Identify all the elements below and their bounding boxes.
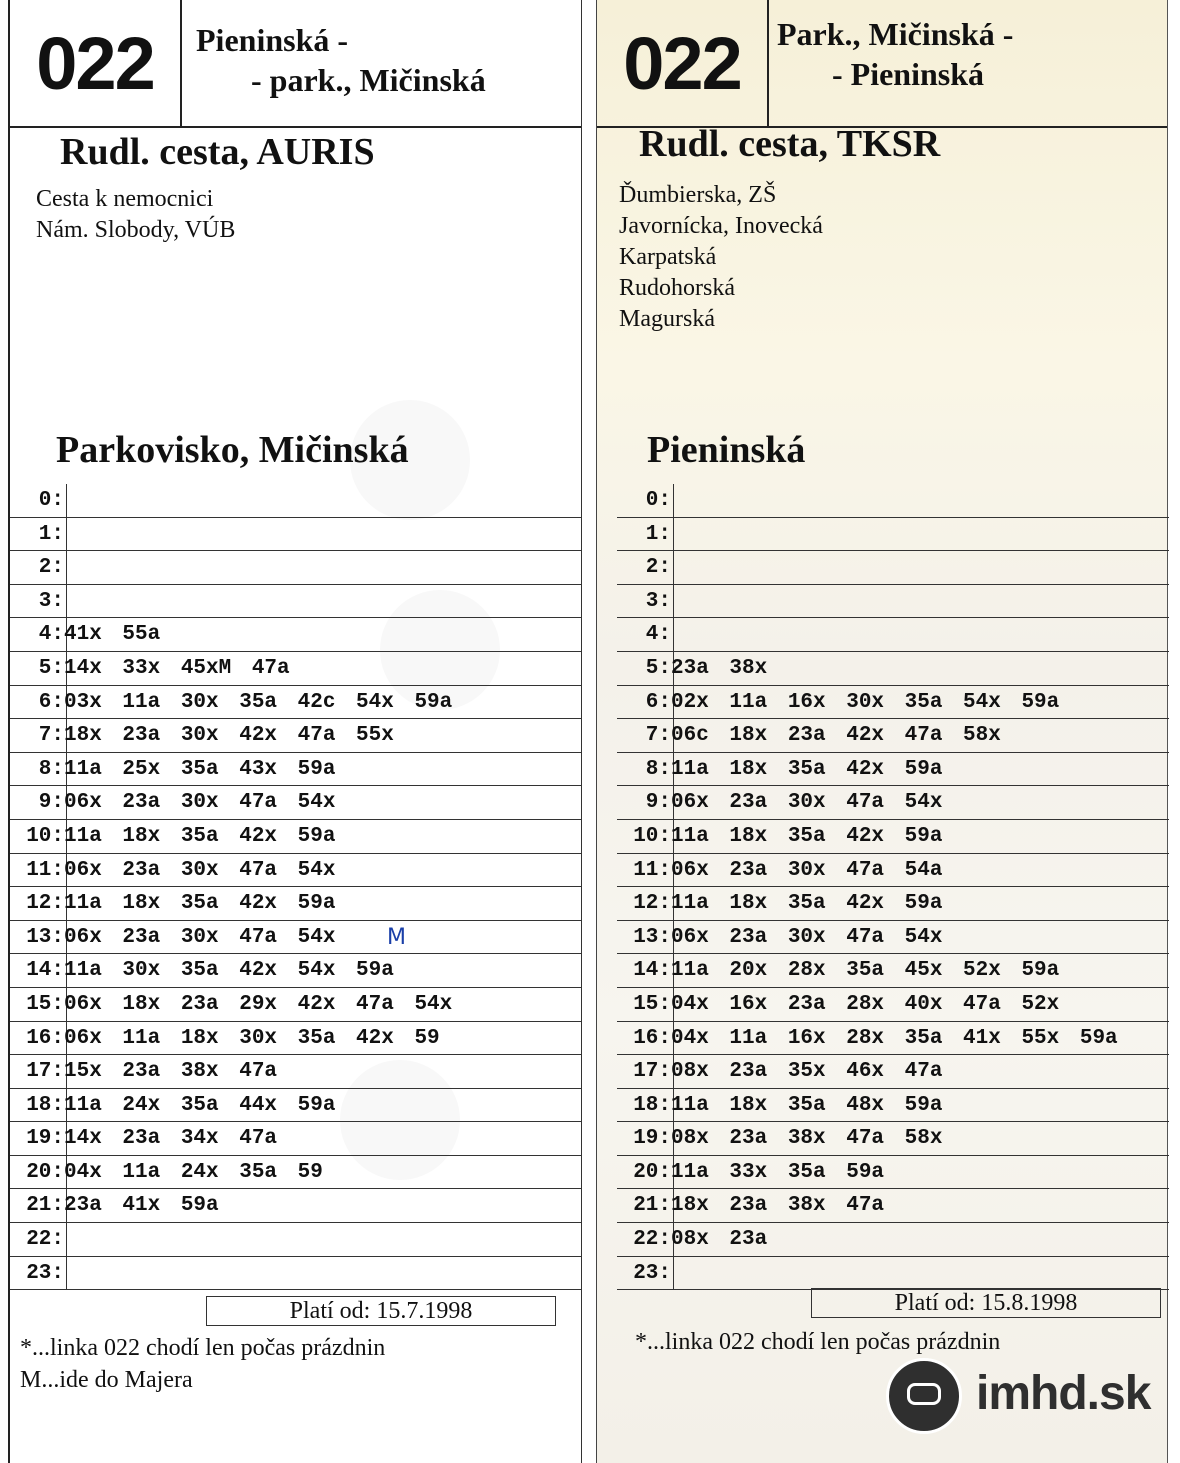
hour-row <box>617 686 1169 720</box>
next-stop-main: Rudl. cesta, TKSR <box>639 123 941 165</box>
hour-label: 4: <box>645 623 671 647</box>
footnote: *...linka 022 chodí len počas prázdnin <box>635 1329 1001 1355</box>
hour-label: 13: <box>633 925 671 949</box>
hour-label: 12: <box>633 892 671 916</box>
hour-row <box>617 1055 1169 1089</box>
departure-grid <box>10 484 581 1290</box>
hour-label: 23: <box>633 1261 671 1285</box>
hour-row <box>617 753 1169 787</box>
stop-list <box>619 180 823 335</box>
hour-row <box>617 887 1169 921</box>
hour-label: 7: <box>38 724 64 748</box>
hour-label: 18: <box>26 1093 64 1117</box>
line-number: 022 <box>597 0 769 128</box>
hour-row <box>10 1156 581 1190</box>
hour-label: 23: <box>26 1261 64 1285</box>
hour-label: 18: <box>633 1093 671 1117</box>
hour-row <box>10 786 581 820</box>
minutes: 11a 18x 35a 42x 59a <box>671 892 943 916</box>
hour-separator <box>673 585 674 619</box>
minutes: 41x 55a <box>64 623 161 647</box>
minutes: 11a 18x 35a 42x 59a <box>671 824 943 848</box>
hour-row <box>10 518 581 552</box>
hour-label: 21: <box>26 1194 64 1218</box>
hour-row <box>617 921 1169 955</box>
hour-separator <box>673 618 674 652</box>
hour-row <box>617 551 1169 585</box>
handwritten-mark: M <box>387 925 406 950</box>
hour-row <box>617 652 1169 686</box>
minutes: 04x 11a 24x 35a 59 <box>64 1160 323 1184</box>
hour-row <box>617 484 1169 518</box>
hour-row <box>10 954 581 988</box>
minutes: 06x 23a 30x 47a 54a <box>671 858 943 882</box>
valid-from: Platí od: 15.8.1998 <box>811 1288 1161 1318</box>
minutes: 23a 41x 59a <box>64 1194 219 1218</box>
minutes: 04x 11a 16x 28x 35a 41x 55x 59a <box>671 1026 1118 1050</box>
hour-row <box>10 1055 581 1089</box>
departure-stop-title: Parkovisko, Mičinská <box>56 429 409 471</box>
hour-separator <box>66 518 67 552</box>
hour-row <box>617 854 1169 888</box>
hour-label: 4: <box>38 623 64 647</box>
hour-label: 19: <box>633 1127 671 1151</box>
hour-row <box>617 1189 1169 1223</box>
hour-row <box>617 988 1169 1022</box>
hour-row <box>10 1122 581 1156</box>
hour-label: 3: <box>645 589 671 613</box>
minutes: 11a 30x 35a 42x 54x 59a <box>64 959 394 983</box>
hour-separator <box>66 484 67 518</box>
hour-row <box>617 1223 1169 1257</box>
minutes: 15x 23a 38x 47a <box>64 1060 278 1084</box>
route-name <box>777 14 1147 94</box>
hour-row <box>10 484 581 518</box>
minutes: 08x 23a 38x 47a 58x <box>671 1127 943 1151</box>
hour-label: 6: <box>645 690 671 714</box>
hour-label: 5: <box>645 656 671 680</box>
hour-row <box>10 1022 581 1056</box>
hour-row <box>10 1089 581 1123</box>
minutes: 06x 23a 30x 47a 54x <box>671 925 943 949</box>
hour-label: 19: <box>26 1127 64 1151</box>
minutes: 03x 11a 30x 35a 42c 54x 59a <box>64 690 453 714</box>
hour-label: 6: <box>38 690 64 714</box>
minutes: 14x 33x 45xM 47a <box>64 656 290 680</box>
minutes: 06x 23a 30x 47a 54x <box>64 791 336 815</box>
logo-text: imhd.sk <box>976 1367 1151 1420</box>
hour-label: 7: <box>645 724 671 748</box>
hour-row <box>10 719 581 753</box>
hour-row <box>617 1022 1169 1056</box>
minutes: 08x 23a <box>671 1228 768 1252</box>
minutes: 11a 33x 35a 59a <box>671 1160 885 1184</box>
minutes: 11a 25x 35a 43x 59a <box>64 757 336 781</box>
hour-row <box>617 820 1169 854</box>
hour-separator <box>673 518 674 552</box>
minutes: 08x 23a 35x 46x 47a <box>671 1060 943 1084</box>
hour-label: 1: <box>38 522 64 546</box>
footnote: M...ide do Majera <box>20 1367 193 1393</box>
hour-row <box>10 887 581 921</box>
hour-row <box>10 1189 581 1223</box>
hour-label: 2: <box>645 556 671 580</box>
hour-label: 9: <box>645 791 671 815</box>
hour-label: 11: <box>26 858 64 882</box>
stop-item: Javornícka, Inovecká <box>619 213 823 239</box>
route-line-2: - park., Mičinská <box>251 62 486 98</box>
stop-item: Nám. Slobody, VÚB <box>36 217 236 243</box>
hour-label: 2: <box>38 556 64 580</box>
hour-label: 14: <box>633 959 671 983</box>
hour-row <box>10 1223 581 1257</box>
stop-item: Karpatská <box>619 244 717 270</box>
route-line-2: - Pieninská <box>832 56 985 92</box>
hour-separator <box>66 551 67 585</box>
hour-label: 16: <box>633 1026 671 1050</box>
hour-separator <box>66 1223 67 1257</box>
hour-label: 0: <box>38 489 64 512</box>
minutes: 14x 23a 34x 47a <box>64 1127 278 1151</box>
footnotes <box>20 1332 385 1396</box>
hour-label: 22: <box>633 1228 671 1252</box>
hour-separator <box>673 484 674 518</box>
hour-label: 8: <box>645 757 671 781</box>
line-number: 022 <box>10 0 182 128</box>
hour-label: 15: <box>26 992 64 1016</box>
hour-label: 17: <box>26 1060 64 1084</box>
timetable-header <box>10 0 581 128</box>
hour-row <box>617 1156 1169 1190</box>
hour-label: 20: <box>26 1160 64 1184</box>
minutes: 06c 18x 23a 42x 47a 58x <box>671 724 1001 748</box>
footnotes <box>635 1326 1000 1358</box>
hour-label: 11: <box>633 858 671 882</box>
stop-item: Magurská <box>619 306 715 332</box>
departure-grid <box>617 484 1169 1290</box>
hour-row <box>617 1122 1169 1156</box>
minutes: 04x 16x 23a 28x 40x 47a 52x <box>671 992 1060 1016</box>
hour-separator <box>673 551 674 585</box>
hour-label: 16: <box>26 1026 64 1050</box>
route-line-1: Park., Mičinská - <box>777 16 1014 52</box>
hour-label: 0: <box>645 489 671 512</box>
hour-separator <box>66 1257 67 1291</box>
footnote: *...linka 022 chodí len počas prázdnin <box>20 1335 386 1361</box>
minutes: 06x 23a 30x 47a 54x <box>64 858 336 882</box>
hour-row <box>10 921 581 955</box>
hour-row <box>10 652 581 686</box>
minutes: 06x 23a 30x 47a 54x <box>671 791 943 815</box>
hour-label: 8: <box>38 757 64 781</box>
route-name <box>196 20 566 100</box>
hour-row <box>10 753 581 787</box>
minutes: 11a 18x 35a 42x 59a <box>64 824 336 848</box>
minutes: 06x 11a 18x 30x 35a 42x 59 <box>64 1026 440 1050</box>
stop-item: Cesta k nemocnici <box>36 186 214 212</box>
next-stop-main: Rudl. cesta, AURIS <box>60 131 375 173</box>
timetable-header <box>597 0 1167 128</box>
hour-row <box>10 618 581 652</box>
minutes: 18x 23a 30x 42x 47a 55x <box>64 724 394 748</box>
hour-row <box>10 686 581 720</box>
hour-row <box>617 518 1169 552</box>
hour-label: 17: <box>633 1060 671 1084</box>
hour-row <box>10 551 581 585</box>
stop-list <box>36 184 235 246</box>
hour-row <box>617 1089 1169 1123</box>
hour-label: 1: <box>645 522 671 546</box>
hour-row <box>10 820 581 854</box>
hour-label: 3: <box>38 589 64 613</box>
hour-label: 10: <box>26 824 64 848</box>
hour-label: 14: <box>26 959 64 983</box>
minutes: 11a 18x 35a 42x 59a <box>671 757 943 781</box>
minutes: 11a 20x 28x 35a 45x 52x 59a <box>671 959 1060 983</box>
hour-label: 9: <box>38 791 64 815</box>
timetable-card-left <box>8 0 582 1463</box>
imhd-logo[interactable] <box>886 1356 1151 1436</box>
timetable-card-right <box>596 0 1168 1463</box>
hour-row <box>617 719 1169 753</box>
hour-label: 12: <box>26 892 64 916</box>
minutes: 06x 18x 23a 29x 42x 47a 54x <box>64 992 453 1016</box>
hour-row <box>10 988 581 1022</box>
hour-label: 10: <box>633 824 671 848</box>
hour-row <box>617 786 1169 820</box>
location-pin-bus-icon <box>886 1358 962 1434</box>
hour-label: 15: <box>633 992 671 1016</box>
minutes: 11a 18x 35a 48x 59a <box>671 1093 943 1117</box>
hour-label: 20: <box>633 1160 671 1184</box>
hour-label: 21: <box>633 1194 671 1218</box>
minutes: 11a 18x 35a 42x 59a <box>64 892 336 916</box>
hour-row <box>617 1257 1169 1291</box>
hour-label: 13: <box>26 925 64 949</box>
hour-label: 22: <box>26 1228 64 1252</box>
hour-row <box>10 585 581 619</box>
minutes: 11a 24x 35a 44x 59a <box>64 1093 336 1117</box>
hour-separator <box>66 585 67 619</box>
hour-row <box>617 618 1169 652</box>
minutes: 23a 38x <box>671 656 768 680</box>
minutes: 18x 23a 38x 47a <box>671 1194 885 1218</box>
hour-label: 5: <box>38 656 64 680</box>
minutes: 06x 23a 30x 47a 54x <box>64 925 336 949</box>
hour-row <box>617 585 1169 619</box>
hour-row <box>10 854 581 888</box>
stop-item: Ďumbierska, ZŠ <box>619 182 777 208</box>
hour-row <box>10 1257 581 1291</box>
minutes: 02x 11a 16x 30x 35a 54x 59a <box>671 690 1060 714</box>
hour-row <box>617 954 1169 988</box>
valid-from: Platí od: 15.7.1998 <box>206 1296 556 1326</box>
hour-separator <box>673 1257 674 1291</box>
stop-item: Rudohorská <box>619 275 735 301</box>
route-line-1: Pieninská - <box>196 22 349 58</box>
departure-stop-title: Pieninská <box>647 429 806 471</box>
